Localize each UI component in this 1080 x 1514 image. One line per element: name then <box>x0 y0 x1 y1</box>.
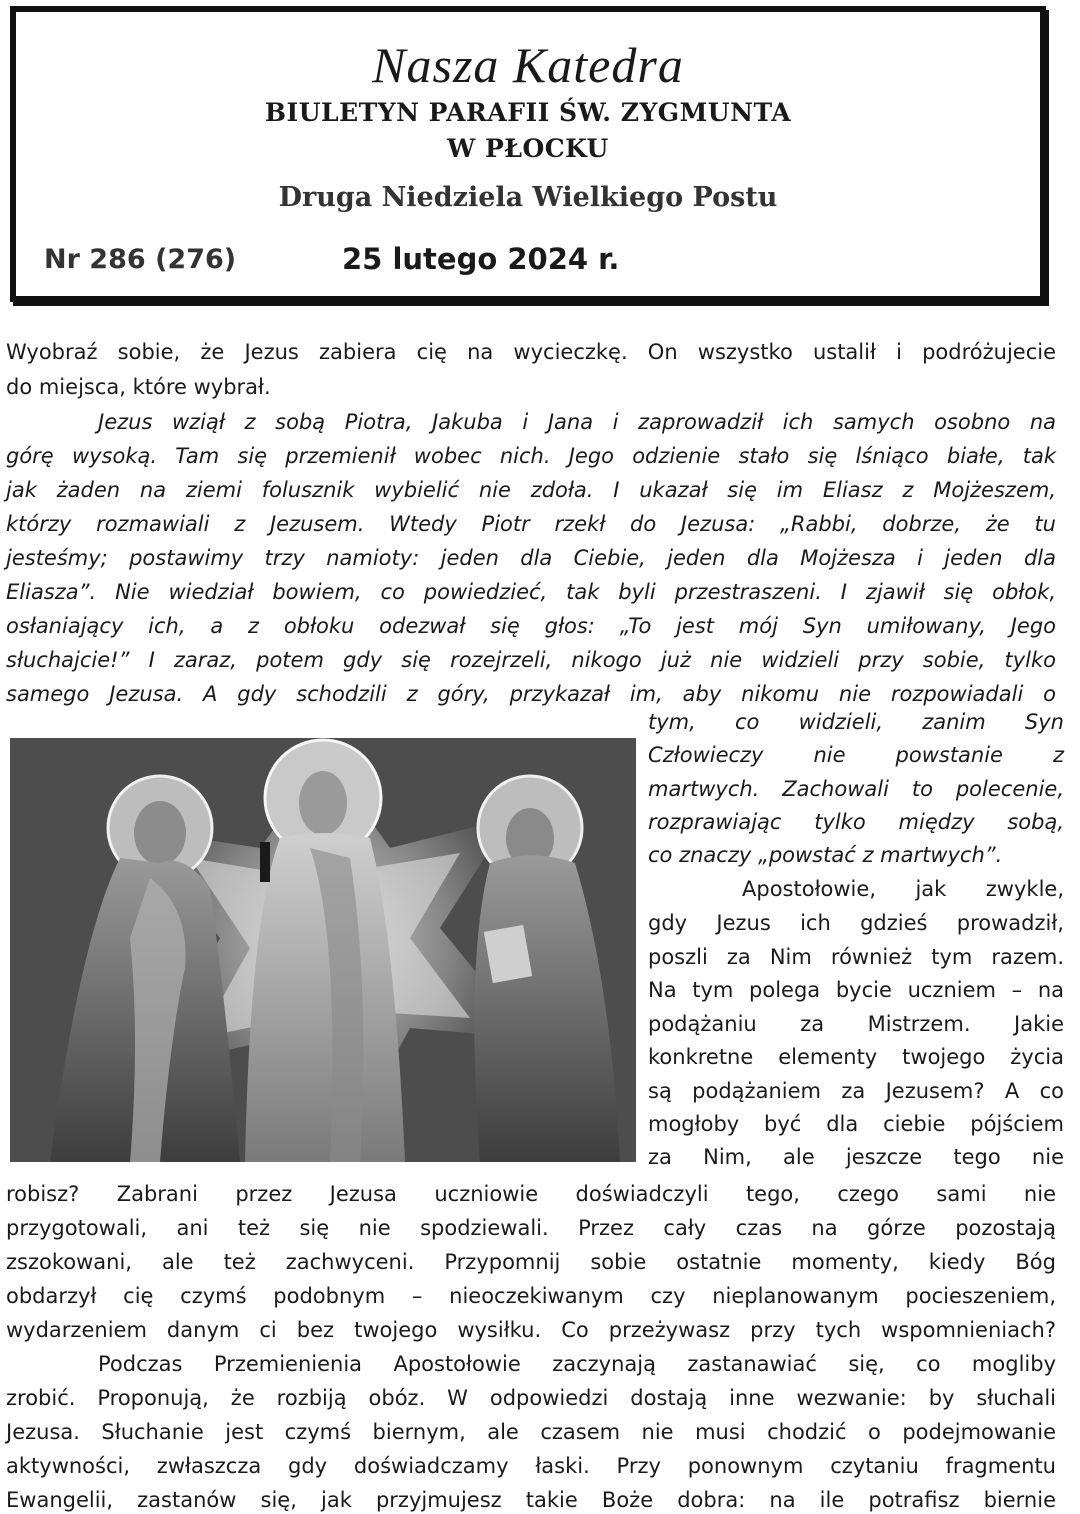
body-line: wydarzeniem danym ci bez twojego wysiłku. Co przeżywasz przy tych wspomnieniach? <box>6 1318 1056 1342</box>
header-box <box>10 6 1046 302</box>
body-line: mogłoby być dla ciebie pójściem <box>648 1112 1064 1136</box>
body-line: do miejsca, które wybrał. <box>6 375 271 399</box>
scripture-line: rozprawiając tylko między sobą, <box>648 810 1064 834</box>
issue-date: 25 lutego 2024 r. <box>342 242 620 276</box>
parish-name: BIULETYN PARAFII ŚW. ZYGMUNTA <box>264 98 792 127</box>
body-line: zrobić. Proponują, że rozbiją obóz. W odpowiedzi dostają inne wezwanie: by słuchali <box>6 1386 1056 1410</box>
body-line: Apostołowie, jak zwykle, <box>742 877 1064 901</box>
body-line: konkretne elementy twojego życia <box>648 1045 1064 1069</box>
body-line: zszokowani, ale też zachwyceni. Przypomnij sobie ostatnie momenty, kiedy Bóg <box>6 1250 1056 1274</box>
scripture-line: Człowieczy nie powstanie z <box>648 743 1064 767</box>
issue-number: Nr 286 (276) <box>44 244 237 275</box>
scripture-line: co znaczy „powstać z martwych”. <box>648 843 1003 867</box>
body-line: podążaniu za Mistrzem. Jakie <box>648 1012 1064 1036</box>
scripture-line: martwych. Zachowali to polecenie, <box>648 777 1064 801</box>
body-line: Na tym polega bycie uczniem – na <box>648 978 1064 1002</box>
body-line: Podczas Przemienienia Apostołowie zaczynają zastanawiać się, co mogliby <box>98 1352 1056 1376</box>
transfiguration-icon-art <box>10 738 636 1162</box>
body-line: poszli za Nim również tym razem. <box>648 945 1064 969</box>
body-line: są podążaniem za Jezusem? A co <box>648 1079 1064 1103</box>
scripture-line: słuchajcie!” I zaraz, potem gdy się rozejrzeli, nikogo już nie widzieli przy sobie, tylko <box>6 648 1056 672</box>
body-line: Wyobraź sobie, że Jezus zabiera cię na wycieczkę. On wszystko ustalił i podróżujecie <box>6 340 1056 364</box>
masthead-title: Nasza Katedra <box>372 37 684 93</box>
scripture-line: jesteśmy; postawimy trzy namioty: jeden dla Ciebie, jeden dla Mojżesza i jeden dla <box>6 546 1056 570</box>
body-line: przygotowali, ani też się nie spodziewali. Przez cały czas na górze pozostają <box>6 1216 1056 1240</box>
liturgical-day: Druga Niedziela Wielkiego Postu <box>278 182 778 213</box>
body-line: gdy Jezus ich gdzieś prowadził, <box>648 911 1064 935</box>
body-line: aktywności, zwłaszcza gdy doświadczamy łaski. Przy ponownym czytaniu fragmentu <box>6 1454 1056 1478</box>
body-line: Ewangelii, zastanów się, jak przyjmujesz takie Boże dobra: na ile potrafisz biernie <box>6 1488 1056 1512</box>
body-line: za Nim, ale jeszcze tego nie <box>648 1145 1064 1169</box>
scripture-line: Eliasza”. Nie wiedział bowiem, co powiedzieć, tak byli przestraszeni. I zjawił się obłok, <box>6 580 1056 604</box>
body-line: Jezusa. Słuchanie jest czymś biernym, ale czasem nie musi chodzić o podejmowanie <box>6 1420 1056 1444</box>
body-line: obdarzył cię czymś podobnym – nieoczekiwanym czy nieplanowanym pocieszeniem, <box>6 1284 1056 1308</box>
body-line: robisz? Zabrani przez Jezusa uczniowie doświadczyli tego, czego sami nie <box>6 1182 1056 1206</box>
scripture-line: osłaniający ich, a z obłoku odezwał się głos: „To jest mój Syn umiłowany, Jego <box>6 614 1056 638</box>
scripture-line: tym, co widzieli, zanim Syn <box>648 710 1064 734</box>
scripture-line: Jezus wziął z sobą Piotra, Jakuba i Jana i zaprowadził ich samych osobno na <box>98 410 1056 434</box>
scripture-line: górę wysoką. Tam się przemienił wobec nich. Jego odzienie stało się lśniąco białe, tak <box>6 444 1056 468</box>
scripture-line: samego Jezusa. A gdy schodzili z góry, przykazał im, aby nikomu nie rozpowiadali o <box>6 682 1056 706</box>
scripture-line: jak żaden na ziemi folusznik wybielić nie zdoła. I ukazał się im Eliasz z Mojżeszem, <box>6 478 1056 502</box>
parish-city: W PŁOCKU <box>447 134 609 163</box>
scripture-line: którzy rozmawiali z Jezusem. Wtedy Piotr rzekł do Jezusa: „Rabbi, dobrze, że tu <box>6 512 1056 536</box>
transfiguration-icon <box>10 738 636 1162</box>
